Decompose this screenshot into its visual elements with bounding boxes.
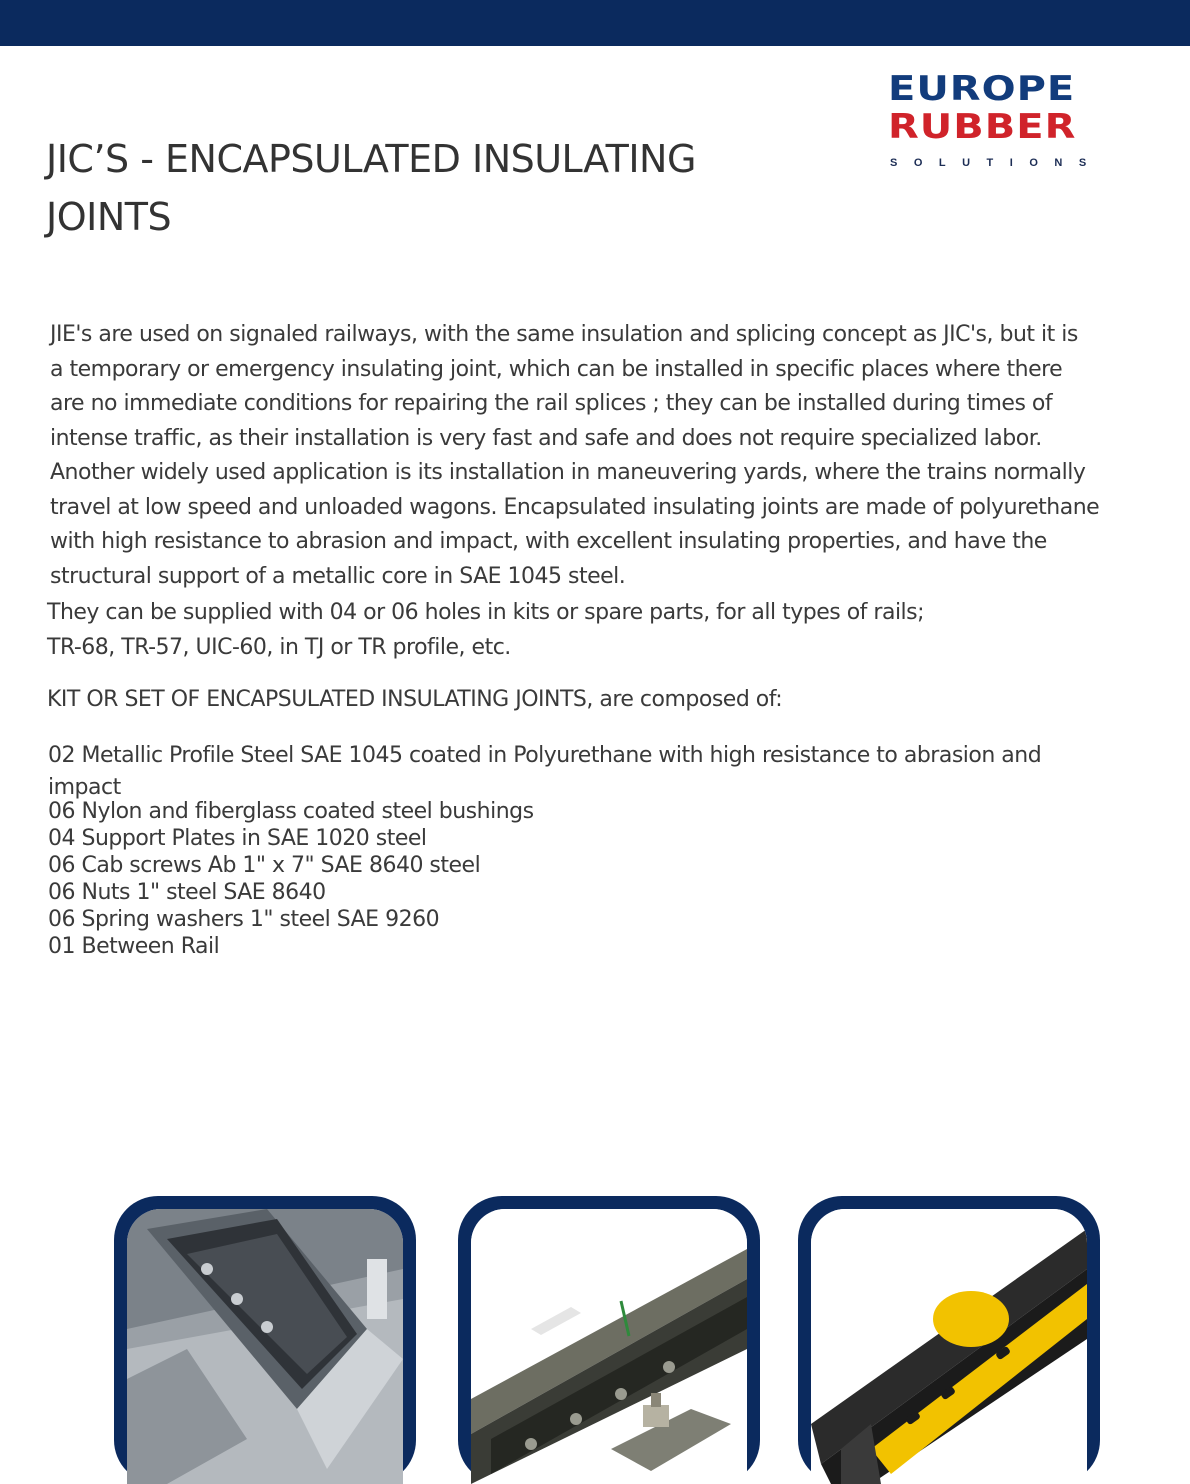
paragraph-line: Another widely used application is its installation in maneuvering yards, where the trains normally [50,460,1086,485]
paragraph-line: are no immediate conditions for repairing the rail splices ; they can be installed during times of [50,391,1053,416]
yellow-joint-illustration [811,1209,1087,1484]
paragraph-line: a temporary or emergency insulating joint, which can be installed in specific places where there [50,356,1063,382]
product-photo-yellow-joint [798,1196,1100,1484]
product-photo-rail-with-plate [458,1196,760,1484]
kit-item: 04 Support Plates in SAE 1020 steel [48,826,427,851]
kit-item: 06 Spring washers 1" steel SAE 9260 [48,907,440,932]
kit-components-list [48,740,1108,960]
kit-heading: KIT OR SET OF ENCAPSULATED INSULATING JOINTS, are composed of: [47,687,783,712]
paragraph-line: with high resistance to abrasion and impact, with excellent insulating properties, and have the [50,529,1047,554]
product-photo-installed-joint [114,1196,416,1484]
kit-item: 06 Nuts 1" steel SAE 8640 [48,880,326,905]
supply-line: TR-68, TR-57, UIC-60, in TJ or TR profile, etc. [47,634,511,660]
paragraph-line: intense traffic, as their installation is very fast and safe and does not require specialized labor. [50,425,1042,451]
supply-info [47,596,1147,665]
title-line-1: JIC’S - ENCAPSULATED INSULATING [46,137,696,181]
paragraph-line: structural support of a metallic core in SAE 1045 steel. [50,563,626,589]
logo-line-rubber: RUBBER [888,107,1077,147]
logo-line-europe: EUROPE [888,69,1076,109]
installed-joint-illustration [127,1209,403,1484]
paragraph-line: JIE's are used on signaled railways, with the same insulation and splicing concept as JIC's, but it is [50,322,1078,347]
logo-line-solutions: SOLUTIONS [890,157,1103,169]
europe-rubber-logo [888,69,1132,176]
supply-line: They can be supplied with 04 or 06 holes in kits or spare parts, for all types of rails; [47,600,925,625]
kit-item: 02 Metallic Profile Steel SAE 1045 coated in Polyurethane with high resistance to abrasion and impact [48,743,1042,800]
description-paragraph [50,318,1170,594]
page-title [46,130,806,246]
top-bar [0,0,1190,46]
paragraph-line: travel at low speed and unloaded wagons. Encapsulated insulating joints are made of polyurethane [50,494,1100,520]
title-line-2: JOINTS [46,195,172,239]
kit-item: 06 Nylon and fiberglass coated steel bushings [48,799,534,824]
kit-item: 06 Cab screws Ab 1" x 7" SAE 8640 steel [48,853,481,878]
kit-item: 01 Between Rail [48,934,220,959]
rail-plate-illustration [471,1209,747,1484]
